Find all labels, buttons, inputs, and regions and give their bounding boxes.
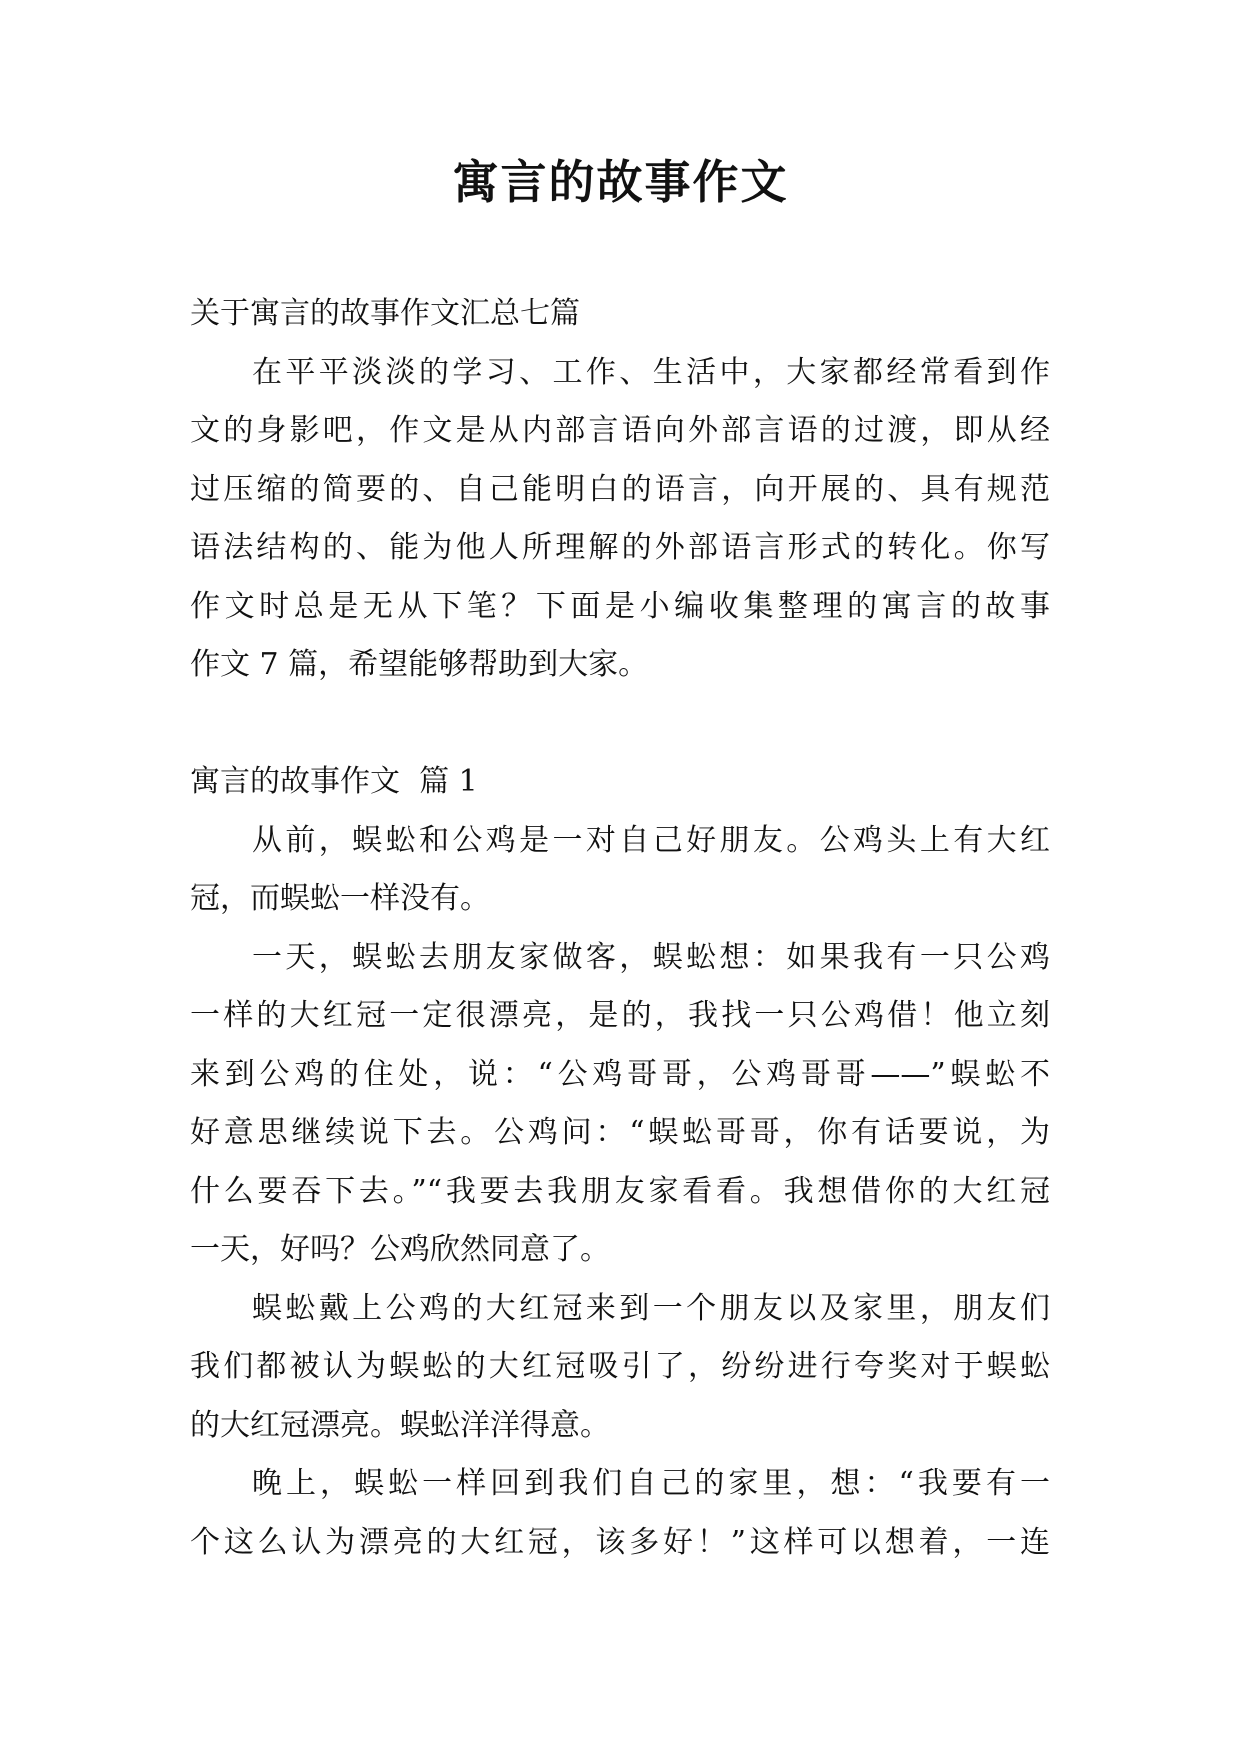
story-line: 一天，蜈蚣去朋友家做客，蜈蚣想：如果我有一只公鸡 [252, 939, 1050, 975]
story-line: 一样的大红冠一定很漂亮，是的，我找一只公鸡借！他立刻 [190, 998, 1050, 1033]
story-line: 晚上，蜈蚣一样回到我们自己的家里，想：“我要有一 [252, 1466, 1050, 1501]
story-line: 好意思继续说下去。公鸡问：“蜈蚣哥哥，你有话要说，为 [190, 1115, 1050, 1150]
story-line: 来到公鸡的住处，说：“公鸡哥哥，公鸡哥哥——”蜈蚣不 [190, 1056, 1050, 1092]
intro-line: 作文 7 篇，希望能够帮助到大家。 [190, 647, 649, 682]
story-line: 个这么认为漂亮的大红冠，该多好！”这样可以想着，一连 [190, 1524, 1050, 1560]
intro-line: 文的身影吧，作文是从内部言语向外部言语的过渡，即从经 [190, 413, 1050, 448]
story-line: 什么要吞下去。”“我要去我朋友家看看。我想借你的大红冠 [190, 1173, 1050, 1209]
story-line: 一天，好吗？公鸡欣然同意了。 [190, 1232, 610, 1267]
document-body [190, 285, 1050, 1572]
document-title: 寓言的故事作文 [452, 155, 789, 209]
document-subtitle: 关于寓言的故事作文汇总七篇 [190, 296, 580, 331]
paragraph-gap [190, 695, 1050, 754]
intro-line: 作文时总是无从下笔？下面是小编收集整理的寓言的故事 [190, 588, 1050, 624]
story-line: 从前，蜈蚣和公鸡是一对自己好朋友。公鸡头上有大红 [252, 822, 1050, 858]
story-line: 的大红冠漂亮。蜈蚣洋洋得意。 [190, 1407, 610, 1443]
intro-line: 语法结构的、能为他人所理解的外部语言形式的转化。你写 [190, 530, 1050, 565]
story-line: 我们都被认为蜈蚣的大红冠吸引了，纷纷进行夸奖对于蜈蚣 [190, 1349, 1050, 1384]
story-line: 蜈蚣戴上公鸡的大红冠来到一个朋友以及家里，朋友们 [252, 1290, 1050, 1326]
intro-line: 过压缩的简要的、自己能明白的语言，向开展的、具有规范 [190, 471, 1050, 507]
intro-line: 在平平淡淡的学习、工作、生活中，大家都经常看到作 [252, 354, 1050, 390]
section-heading: 寓言的故事作文 篇 1 [190, 764, 478, 799]
story-line: 冠，而蜈蚣一样没有。 [190, 881, 490, 916]
